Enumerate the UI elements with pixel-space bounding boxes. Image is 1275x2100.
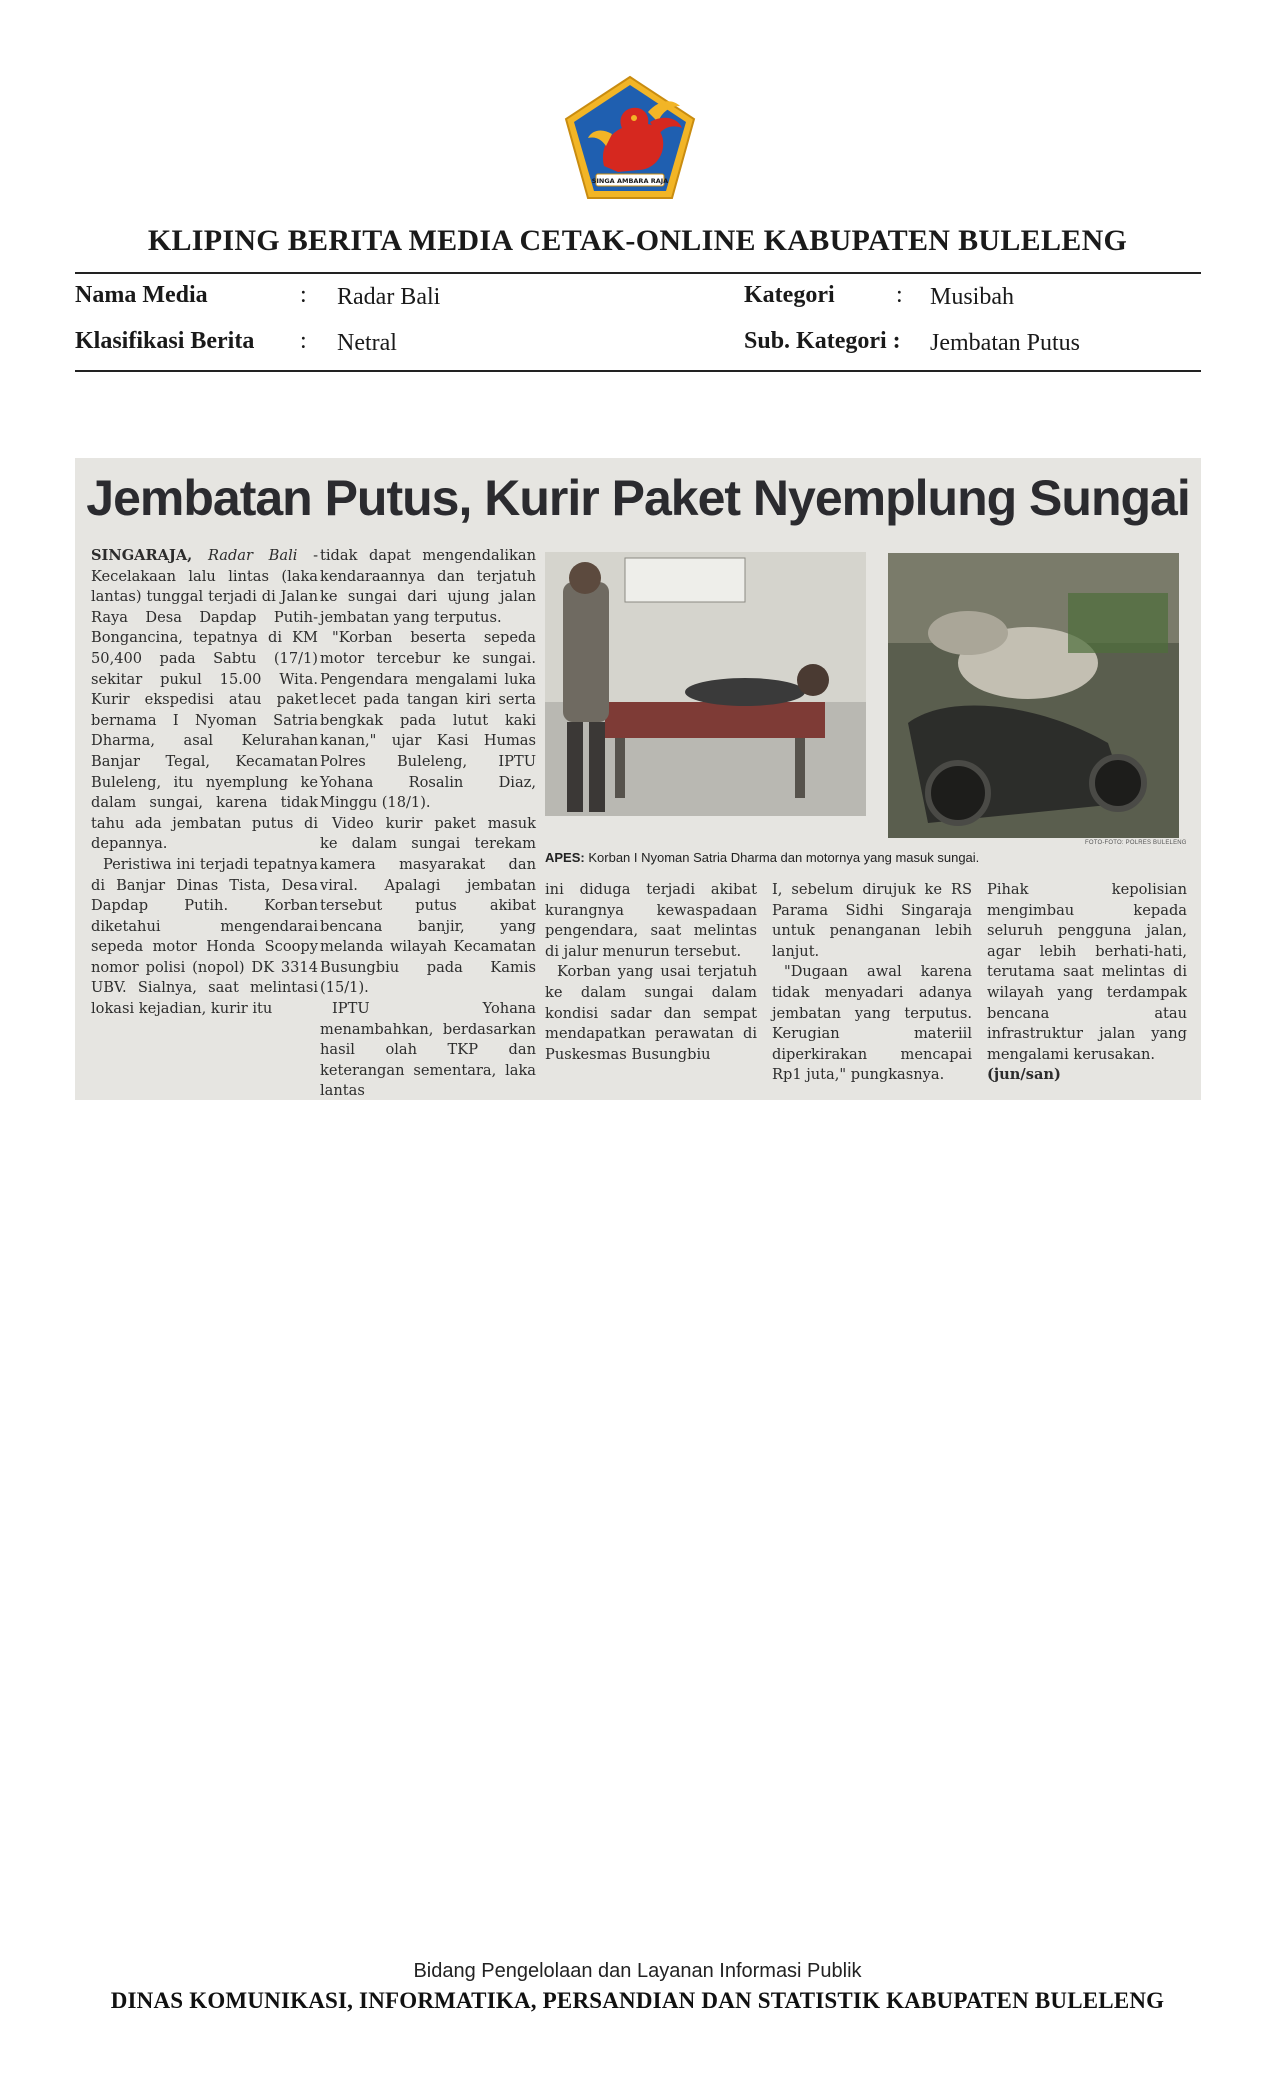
caption-label: APES:: [545, 850, 585, 865]
kategori-label: Kategori: [744, 282, 835, 308]
paragraph: ini diduga terjadi akibat kurangnya kewaspadaan pengendara, saat melintas di jalur menurun tersebut.: [545, 881, 757, 960]
klasifikasi-label: Klasifikasi Berita: [75, 328, 255, 354]
article-column-1: [91, 546, 318, 1020]
footer-agency: DINAS KOMUNIKASI, INFORMATIKA, PERSANDIAN DAN STATISTIK KABUPATEN BULELENG: [110, 1988, 1165, 2013]
page-title: KLIPING BERITA MEDIA CETAK-ONLINE KABUPATEN BULELENG: [147, 224, 1128, 257]
nama-media-label: Nama Media: [75, 282, 208, 308]
svg-text:SINGA AMBARA RAJA: SINGA AMBARA RAJA: [591, 177, 669, 185]
meta-divider: [75, 370, 1201, 372]
dateline-media: Radar Bali: [207, 547, 298, 564]
buleleng-logo: [562, 74, 698, 202]
top-divider: [75, 272, 1201, 274]
kategori-value: Musibah: [930, 284, 1014, 310]
hospital-scene-image-icon: [545, 552, 866, 816]
article-column-5: [987, 880, 1187, 1086]
paragraph: I, sebelum dirujuk ke RS Parama Sidhi Singaraja untuk penanganan lebih lanjut.: [772, 881, 972, 960]
colon: :: [300, 282, 307, 308]
photo-caption: [545, 850, 1180, 865]
article-column-4: [772, 880, 972, 1086]
paragraph: Pihak kepolisian mengimbau kepada seluruh pengguna jalan, agar lebih berhati-hati, terutama saat melintas di wilayah yang terdampak bencana atau infrastruktur jalan yang mengalami kerusakan.: [987, 881, 1187, 1063]
footer-department: Bidang Pengelolaan dan Layanan Informasi Publik: [413, 1960, 862, 1982]
paragraph: Peristiwa ini terjadi tepatnya di Banjar Dinas Tista, Desa Dapdap Putih. Korban diketahui mengendarai sepeda motor Honda Scoopy nomor polisi (nopol) DK 3314 UBV. Sialnya, saat melintasi lokasi kejadian, kurir itu: [91, 855, 318, 1018]
sub-kategori-label: Sub. Kategori :: [744, 328, 901, 354]
paragraph: "Korban beserta sepeda motor tercebur ke sungai. Pengendara mengalami luka lecet pada tangan kiri serta bengkak pada lutut kaki kanan," ujar Kasi Humas Polres Buleleng, IPTU Yohana Rosalin Diaz, Minggu (18/1).: [320, 629, 536, 812]
dateline-place: SINGARAJA,: [91, 547, 193, 564]
paragraph: - Kecelakaan lalu lintas (laka lantas) tunggal terjadi di Jalan Raya Desa Dapdap Putih-Bongancina, tepatnya di KM 50,400 pada Sabtu (17/1) sekitar pukul 15.00 Wita. Kurir ekspedisi atau paket bernama I Nyoman Satria Dharma, asal Kelurahan Banjar Tegal, Kecamatan Buleleng, itu nyemplung ke dalam sungai, karena tidak tahu ada jembatan putus di depannya.: [91, 547, 319, 853]
newspaper-clipping: [75, 458, 1201, 1100]
colon: :: [300, 328, 307, 354]
author-initials: (jun/san): [987, 1066, 1061, 1084]
singa-ambara-raja-emblem-icon: [562, 74, 698, 202]
nama-media-value: Radar Bali: [337, 284, 441, 310]
paragraph: "Dugaan awal karena tidak menyadari adanya jembatan yang terputus. Kerugian materiil diperkirakan mencapai Rp1 juta," pungkasnya.: [772, 963, 972, 1084]
motorbike-in-river-image-icon: [888, 553, 1179, 838]
article-column-2: [320, 546, 536, 1100]
paragraph: Korban yang usai terjatuh ke dalam sungai dalam kondisi sadar dan sempat mendapatkan perawatan di Puskesmas Busungbiu: [545, 963, 757, 1063]
paragraph: IPTU Yohana menambahkan, berdasarkan hasil olah TKP dan keterangan sementara, laka lantas: [320, 1000, 536, 1100]
photo-credit: FOTO-FOTO: POLRES BULELENG: [1085, 840, 1187, 846]
article-headline: Jembatan Putus, Kurir Paket Nyemplung Sungai: [86, 470, 1190, 526]
victim-photo: [545, 552, 866, 816]
caption-text: Korban I Nyoman Satria Dharma dan motornya yang masuk sungai.: [588, 850, 980, 865]
colon: :: [896, 282, 903, 308]
paragraph: Video kurir paket masuk ke dalam sungai terekam kamera masyarakat dan viral. Apalagi jembatan tersebut putus akibat bencana banjir, yang melanda wilayah Kecamatan Busungbiu pada Kamis (15/1).: [320, 814, 536, 997]
sub-kategori-value: Jembatan Putus: [930, 330, 1080, 356]
motorbike-photo: [888, 553, 1179, 838]
paragraph: tidak dapat mengendalikan kendaraannya dan terjatuh ke sungai dari ujung jalan jembatan yang terputus.: [320, 547, 536, 626]
klasifikasi-value: Netral: [337, 330, 397, 356]
article-column-3: [545, 880, 757, 1065]
